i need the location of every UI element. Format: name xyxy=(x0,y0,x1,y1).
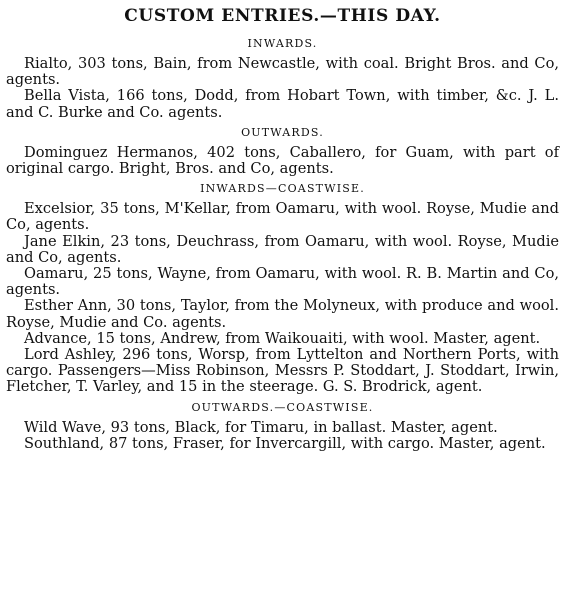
section-heading-inwards-coastwise: INWARDS—COASTWISE. xyxy=(200,182,365,196)
entry-jane-elkin: Jane Elkin, 23 tons, Deuchrass, from Oamaru, with wool. Royse, Mudie and Co, agents. xyxy=(6,232,559,266)
entry-southland: Southland, 87 tons, Fraser, for Invercargill, with cargo. Master, agent. xyxy=(24,434,546,452)
section-heading-outwards: OUTWARDS. xyxy=(241,125,324,139)
section-heading-outwards-coastwise: OUTWARDS.—COASTWISE. xyxy=(191,400,374,414)
entry-rialto: Rialto, 303 tons, Bain, from Newcastle, with coal. Bright Bros. and Co, agents. xyxy=(6,55,559,89)
entry-lord-ashley: Lord Ashley, 296 tons, Worsp, from Lyttelton and Northern Ports, with cargo. Passengers—Miss Robinson, Messrs P. Stoddart, J. Stoddart, Irwin, Fletcher, T. Varley, and 15 in the steerage. G. S. Brodrick, agent. xyxy=(6,346,559,396)
entry-esther-ann: Esther Ann, 30 tons, Taylor, from the Molyneux, with produce and wool. Royse, Mudie and Co. agents. xyxy=(6,297,559,331)
section-heading-inwards: INWARDS. xyxy=(247,37,318,50)
entry-bella-vista: Bella Vista, 166 tons, Dodd, from Hobart Town, with timber, &c. J. L. and C. Burke and Co. agents. xyxy=(6,87,559,121)
page-title: CUSTOM ENTRIES.—THIS DAY. xyxy=(124,6,441,26)
entry-excelsior: Excelsior, 35 tons, M'Kellar, from Oamaru, with wool. Royse, Mudie and Co, agents. xyxy=(6,200,559,234)
entry-wild-wave: Wild Wave, 93 tons, Black, for Timaru, in ballast. Master, agent. xyxy=(24,418,498,436)
entry-advance: Advance, 15 tons, Andrew, from Waikouaiti, with wool. Master, agent. xyxy=(24,329,541,347)
entry-oamaru: Oamaru, 25 tons, Wayne, from Oamaru, with wool. R. B. Martin and Co, agents. xyxy=(6,265,559,299)
entry-dominguez-hermanos: Dominguez Hermanos, 402 tons, Caballero, for Guam, with part of original cargo. Bright, Bros. and Co, agents. xyxy=(6,143,559,178)
